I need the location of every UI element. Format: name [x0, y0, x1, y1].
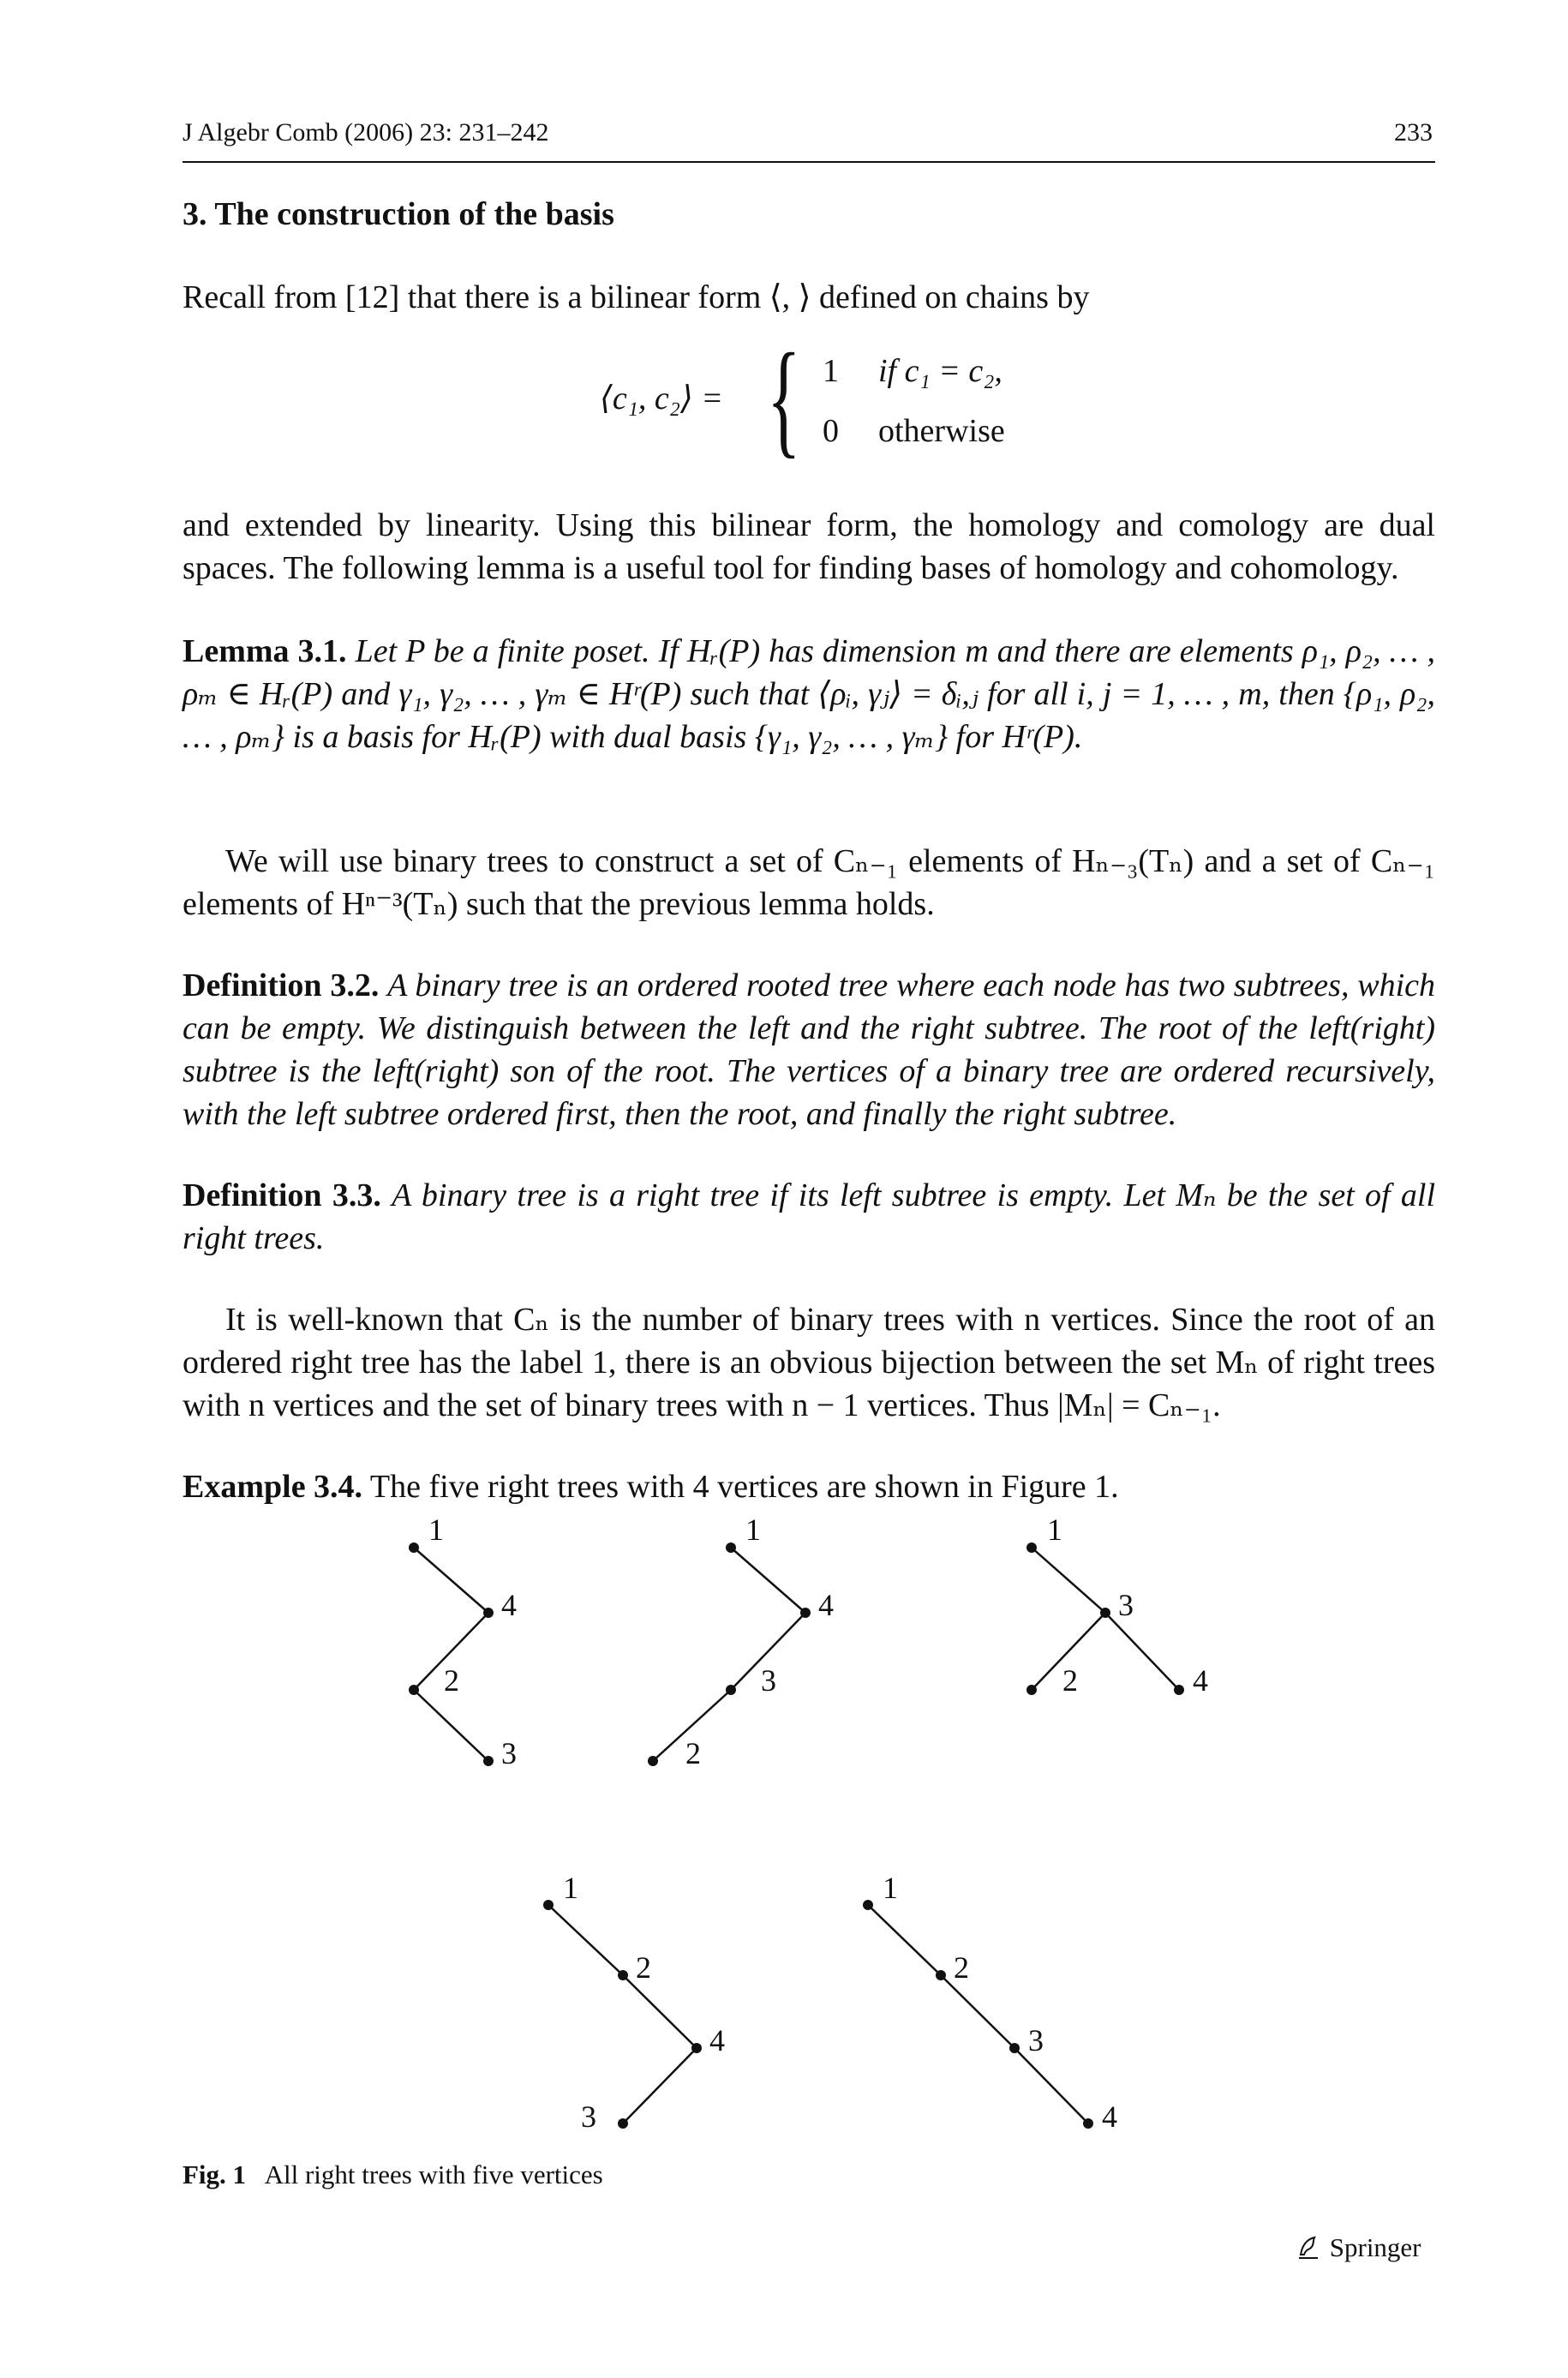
- tree-3-node: [1100, 1608, 1110, 1618]
- publisher-footer: [1294, 2232, 1421, 2263]
- tree-3-label: 4: [1193, 1663, 1208, 1698]
- tree-1-label: 4: [501, 1588, 517, 1622]
- tree-4-label: 2: [636, 1950, 651, 1985]
- tree-1-node: [483, 1608, 494, 1618]
- tree-2-label: 2: [685, 1736, 701, 1770]
- tree-5-label: 2: [954, 1950, 969, 1985]
- lemma-label: Lemma 3.1.: [183, 633, 347, 669]
- tree-5-label: 4: [1102, 2099, 1117, 2134]
- tree-4-label: 1: [563, 1871, 578, 1905]
- publisher-name: Springer: [1329, 2232, 1421, 2262]
- tree-4-node: [618, 1970, 628, 1980]
- tree-1-node: [483, 1756, 494, 1766]
- definition-3-3-text: A binary tree is a right tree if its left subtree is empty. Let Mₙ be the set of all right trees.: [183, 1177, 1436, 1256]
- tree-5: [868, 1905, 1088, 2123]
- tree-3-node: [1026, 1685, 1037, 1695]
- running-header-journal: J Algebr Comb (2006) 23: 231–242: [183, 118, 549, 147]
- tree-3-node: [1026, 1542, 1037, 1553]
- intro-paragraph: Recall from [12] that there is a bilinear form ⟨, ⟩ defined on chains by: [183, 279, 1090, 315]
- definition-3-2-label: Definition 3.2.: [183, 967, 380, 1003]
- formula-case2-condition: otherwise: [878, 413, 1005, 449]
- paragraph-catalan: It is well-known that Cₙ is the number of binary trees with n vertices. Since the root of an ordered right tree has the label 1, there is an obvious bijection between the set Mₙ of right trees with n vertices and the set of binary trees with n − 1 vertices. Thus |Mₙ| = Cₙ₋₁.: [183, 1302, 1435, 1423]
- tree-5-node: [863, 1900, 873, 1910]
- paragraph-duality: and extended by linearity. Using this bilinear form, the homology and comology are dual spaces. The following lemma is a useful tool for finding bases of homology and cohomology.: [183, 507, 1435, 586]
- tree-3-label: 1: [1047, 1512, 1062, 1547]
- example-text: The five right trees with 4 vertices are shown in Figure 1.: [369, 1469, 1119, 1505]
- tree-4-node: [691, 2043, 702, 2053]
- tree-2: [653, 1548, 805, 1761]
- formula-case2-value: 0: [823, 413, 839, 449]
- tree-3-node: [1174, 1685, 1184, 1695]
- tree-5-node: [936, 1970, 946, 1980]
- tree-5-node: [1083, 2118, 1093, 2129]
- tree-3-label: 3: [1118, 1588, 1134, 1622]
- tree-1-label: 1: [428, 1512, 444, 1547]
- tree-2-node: [726, 1685, 736, 1695]
- figure-caption: [183, 2159, 603, 2190]
- tree-1-node: [409, 1542, 419, 1553]
- tree-1: [414, 1548, 488, 1761]
- definition-3-3-label: Definition 3.3.: [183, 1177, 381, 1213]
- tree-5-label: 1: [883, 1871, 898, 1905]
- tree-4-node: [618, 2118, 628, 2129]
- tree-3: [1032, 1548, 1179, 1690]
- figure-caption-text: All right trees with five vertices: [264, 2159, 603, 2189]
- tree-4-node: [543, 1900, 554, 1910]
- tree-2-label: 4: [818, 1588, 834, 1622]
- formula-case1-value: 1: [823, 353, 839, 389]
- formula-case1-condition: if c₁ = c₂,: [878, 353, 1002, 389]
- formula-lhs: ⟨c₁, c₂⟩ =: [600, 380, 723, 416]
- tree-4-label: 4: [709, 2023, 725, 2058]
- tree-1-node: [409, 1685, 419, 1695]
- example-label: Example 3.4.: [183, 1469, 363, 1505]
- tree-2-node: [726, 1542, 736, 1553]
- lemma-text: Let P be a finite poset. If Hᵣ(P) has dimension m and there are elements ρ₁, ρ₂, … , ρₘ ∈ Hᵣ(P) and γ₁, γ₂, … , γₘ ∈ Hʳ(P) such that ⟨ρᵢ, γⱼ⟩ = δᵢ,ⱼ for all i, j = 1, … , m, then {ρ₁, ρ₂, … , ρₘ} is a basis for Hᵣ(P) with dual basis {γ₁, γ₂, … , γₘ} for Hʳ(P).: [183, 633, 1435, 755]
- tree-2-node: [648, 1756, 658, 1766]
- tree-3-label: 2: [1062, 1663, 1078, 1698]
- tree-4-label: 3: [581, 2099, 596, 2134]
- tree-2-label: 1: [745, 1512, 761, 1547]
- tree-2-label: 3: [761, 1663, 776, 1698]
- tree-2-node: [800, 1608, 811, 1618]
- springer-horse-icon: [1294, 2232, 1323, 2261]
- formula-brace: {: [767, 327, 801, 470]
- tree-5-node: [1009, 2043, 1020, 2053]
- definition-3-2-text: A binary tree is an ordered rooted tree where each node has two subtrees, which can be empty. We distinguish between the left and the right subtree. The root of the left(right) subtree is the left(right) son of the root. The vertices of a binary tree are ordered recursively, with the left subtree ordered first, then the root, and finally the right subtree.: [183, 967, 1436, 1132]
- tree-1-label: 3: [501, 1736, 517, 1770]
- figure-caption-label: Fig. 1: [183, 2159, 247, 2189]
- paragraph-binary-trees: We will use binary trees to construct a set of Cₙ₋₁ elements of Hₙ₋₃(Tₙ) and a set of Cₙ₋₁ elements of Hⁿ⁻³(Tₙ) such that the previous lemma holds.: [183, 843, 1435, 922]
- tree-5-label: 3: [1028, 2023, 1044, 2058]
- page-number: 233: [1394, 118, 1433, 147]
- tree-4: [548, 1905, 697, 2123]
- tree-1-label: 2: [444, 1663, 459, 1698]
- section-title: 3. The construction of the basis: [183, 196, 614, 232]
